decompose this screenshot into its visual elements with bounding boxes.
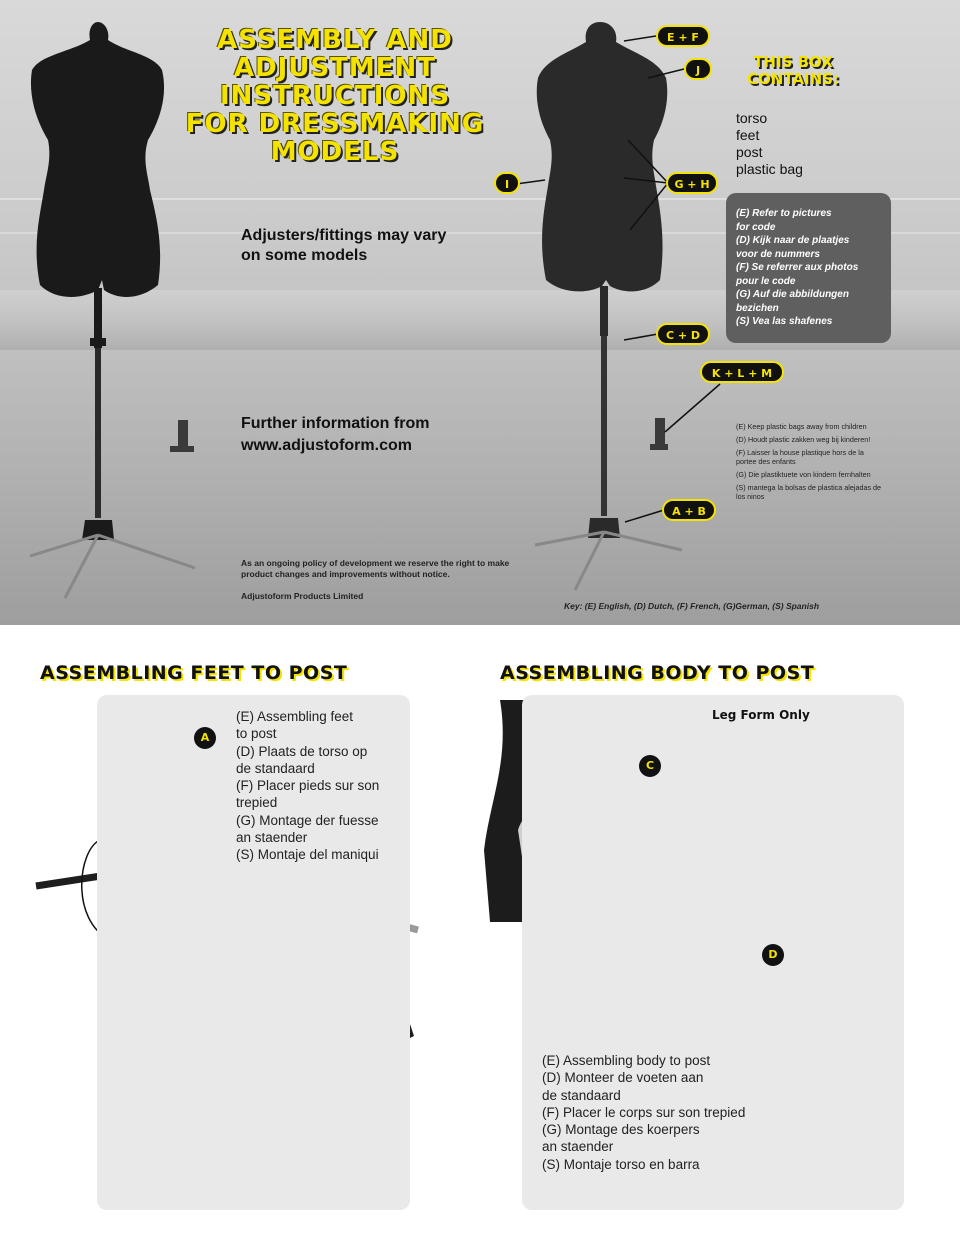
callout-j: J [684, 58, 712, 80]
instruction-line: an staender [542, 1139, 614, 1155]
marker-d: D [762, 944, 784, 966]
plastic-bag-warnings [736, 422, 886, 505]
box-title-line: CONTAINS: [747, 70, 839, 88]
info-line: bezichen [736, 302, 779, 314]
callout-ab: A + B [662, 499, 716, 521]
info-line: for code [736, 221, 776, 233]
info-line: voor de nummers [736, 248, 820, 260]
box-item: post [736, 144, 763, 160]
instruction-line: de standaard [236, 760, 315, 776]
marker-a: A [194, 727, 216, 749]
back-mannequin-illustration [535, 22, 682, 590]
title-line: INSTRUCTIONS [219, 81, 451, 111]
callout-gh: G + H [666, 172, 718, 194]
instruction-line: to post [236, 726, 277, 742]
warning-item: (G) Die plastiktuete von kindern fernhalten [736, 470, 871, 479]
callout-i: I [494, 172, 520, 194]
main-title [140, 26, 530, 166]
instruction-line: an staender [236, 830, 308, 846]
instruction-line: (D) Monteer de voeten aan [542, 1070, 704, 1086]
body-section-title: ASSEMBLING BODY TO POST [500, 662, 815, 684]
box-contents-list [736, 110, 803, 178]
website-link[interactable]: www.adjustoform.com [241, 437, 412, 454]
instruction-line: (D) Plaats de torso op [236, 743, 368, 759]
instruction-line: de standaard [542, 1087, 621, 1103]
warning-item: (E) Keep plastic bags away from children [736, 422, 867, 431]
instruction-line: (S) Montaje del maniqui [236, 847, 379, 863]
instruction-line: (E) Assembling feet [236, 709, 354, 724]
box-item: feet [736, 127, 760, 143]
warning-item: (S) mantega la bolsas de plastica alejadas de los ninos [736, 483, 882, 501]
instruction-line: trepied [236, 795, 278, 811]
callout-klm: K + L + M [700, 361, 784, 383]
further-info-label: Further information from [241, 415, 430, 432]
box-title-line: THIS BOX [753, 53, 833, 71]
warning-item: (D) Houdt plastic zakken weg bij kinderen! [736, 435, 871, 444]
title-line: FOR DRESSMAKING [185, 109, 485, 139]
info-line: pour le code [736, 275, 796, 287]
instruction-line: (G) Montage des koerpers [542, 1122, 700, 1138]
instruction-line: (E) Assembling body to post [542, 1053, 711, 1068]
company-name: Adjustoform Products Limited [241, 591, 364, 601]
title-line: ADJUSTMENT [233, 53, 437, 83]
box-contents-title [728, 54, 858, 88]
instruction-line: (F) Placer le corps sur son trepied [542, 1104, 746, 1120]
instruction-line: (S) Montaje torso en barra [542, 1156, 700, 1172]
info-line: (S) Vea las shafenes [736, 316, 833, 327]
title-line: ASSEMBLY AND [217, 25, 453, 55]
warning-item: (F) Laisser la house plastique hors de la portee des enfants [736, 448, 864, 466]
marker-c: C [639, 755, 661, 777]
language-key: Key: (E) English, (D) Dutch, (F) French, (G)German, (S) Spanish [564, 601, 820, 611]
callout-ef: E + F [656, 25, 710, 47]
info-line: (G) Auf die abbildungen [736, 289, 849, 300]
policy-text: As an ongoing policy of development we reserve the right to make product changes and improvements without notice. [241, 558, 510, 579]
adjusters-note: Adjusters/fittings may vary on some models [241, 227, 447, 264]
info-line: (E) Refer to pictures [736, 208, 832, 219]
instruction-line: (G) Montage der fuesse [236, 812, 379, 828]
info-line: (F) Se referrer aux photos [736, 262, 859, 273]
callout-cd: C + D [656, 323, 710, 345]
leg-form-label: Leg Form Only [712, 708, 810, 722]
box-item: torso [736, 110, 768, 126]
info-line: (D) Kijk naar de plaatjes [736, 235, 850, 246]
feet-instructions [236, 708, 406, 864]
instruction-line: (F) Placer pieds sur son [236, 778, 380, 794]
box-item: plastic bag [736, 161, 803, 177]
body-instructions [542, 1052, 802, 1173]
code-reference-box [726, 193, 891, 343]
feet-section-title: ASSEMBLING FEET TO POST [40, 662, 348, 684]
title-line: MODELS [270, 137, 400, 167]
